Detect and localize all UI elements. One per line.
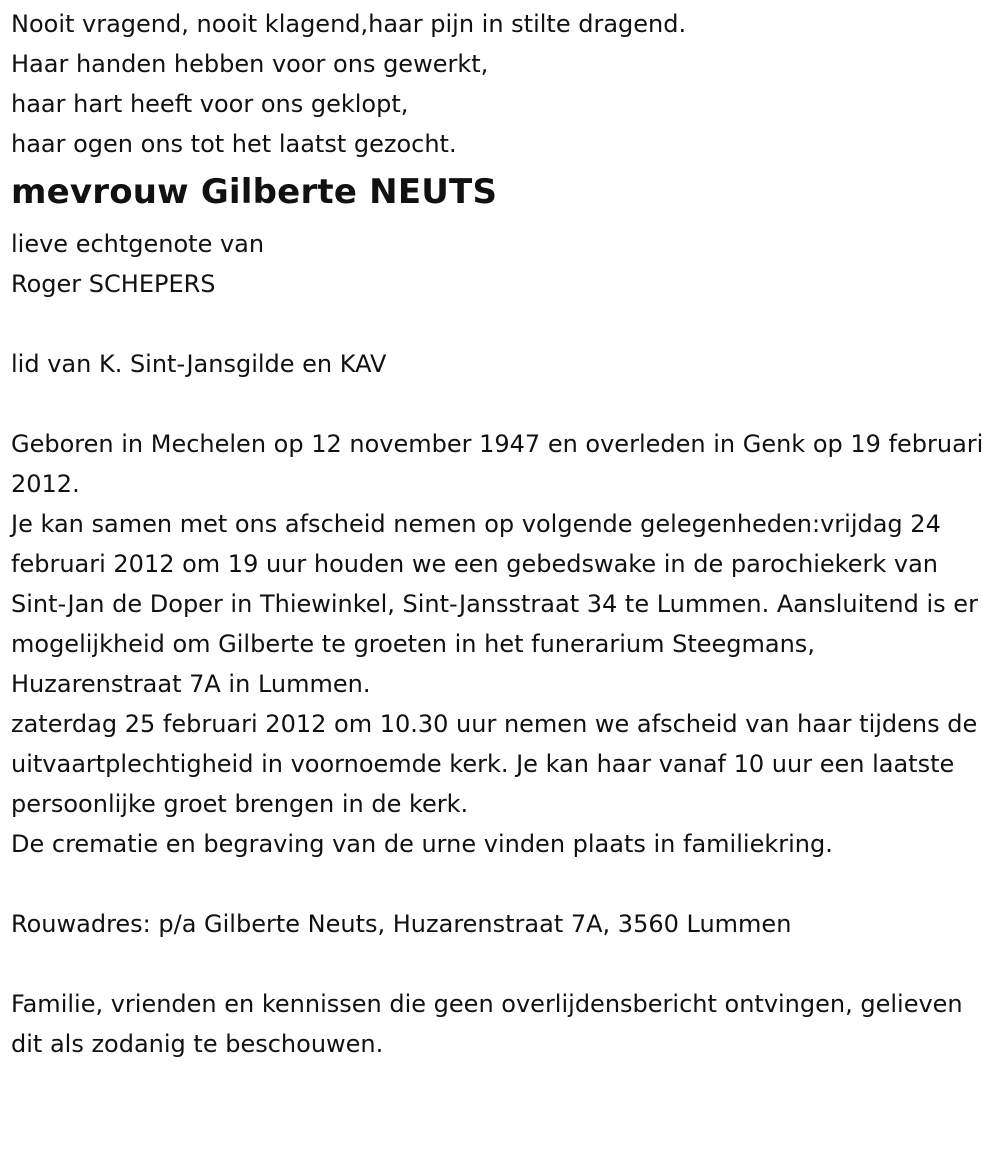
mourning-address: Rouwadres: p/a Gilberte Neuts, Huzarenstraat 7A, 3560 Lummen [11,910,792,938]
poem-line-4: haar ogen ons tot het laatst gezocht. [11,130,457,158]
birth-death-text: Geboren in Mechelen op 12 november 1947 en overleden in Genk op 19 februari 2012. [11,430,984,498]
poem-line-2: Haar handen hebben voor ons gewerkt, [11,50,489,78]
spacer [11,944,991,984]
farewell-text: Je kan samen met ons afscheid nemen op volgende gelegenheden:vrijdag 24 februari 2012 om 19 uur houden we een gebedswake in de parochiekerk van Sint-Jan de Doper in Thiewinkel, Sint-Jansstraat 34 te Lummen. Aansluitend is er mogelijkheid om Gilberte te groeten in het funerarium Steegmans, Huzarenstraat 7A in Lummen. [11,510,978,698]
closing-text: Familie, vrienden en kennissen die geen overlijdensbericht ontvingen, gelieven dit als zodanig te beschouwen. [11,990,963,1058]
relation-text: lieve echtgenote van [11,230,265,258]
spacer [11,384,991,424]
cremation-text: De crematie en begraving van de urne vinden plaats in familiekring. [11,830,833,858]
obituary-page [11,4,991,1064]
funeral-text: zaterdag 25 februari 2012 om 10.30 uur nemen we afscheid van haar tijdens de uitvaartplechtigheid in voornoemde kerk. Je kan haar vanaf 10 uur een laatste persoonlijke groet brengen in de kerk. [11,710,978,818]
poem-line-3: haar hart heeft voor ons geklopt, [11,90,409,118]
poem-line-1: Nooit vragend, nooit klagend,haar pijn in stilte dragend. [11,10,687,38]
deceased-name: mevrouw Gilberte NEUTS [11,172,498,212]
spacer [11,864,991,904]
membership-text: lid van K. Sint-Jansgilde en KAV [11,350,387,378]
spouse-name: Roger SCHEPERS [11,270,216,298]
spacer [11,304,991,344]
